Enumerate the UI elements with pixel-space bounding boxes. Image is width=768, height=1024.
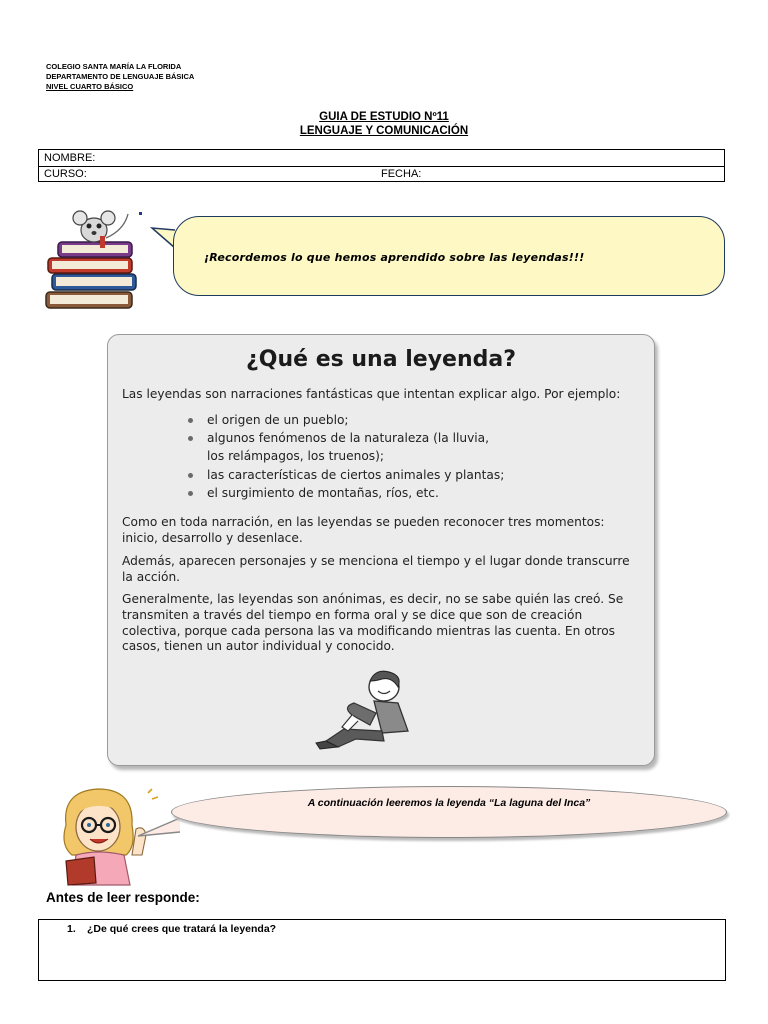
question-text: ¿De qué crees que tratará la leyenda? <box>87 923 277 935</box>
answer-box[interactable] <box>38 919 726 981</box>
boy-sitting-illustration <box>312 669 416 753</box>
department-name: DEPARTAMENTO DE LENGUAJE BÁSICA <box>46 72 195 81</box>
speech-bubble-bottom <box>171 786 727 838</box>
bullet-icon <box>188 436 193 441</box>
decorative-dot <box>139 212 142 215</box>
student-info-form <box>38 149 725 182</box>
list-item: el origen de un pueblo; <box>184 411 504 429</box>
name-label: NOMBRE: <box>44 152 96 164</box>
speech-bubble-top <box>173 216 725 296</box>
subject-title: LENGUAJE Y COMUNICACIÓN <box>299 125 469 137</box>
speech-bubble-bottom-text: A continuación leeremos la leyenda “La laguna del Inca” <box>307 797 591 809</box>
card-intro: Las leyendas son narraciones fantásticas que intentan explicar algo. Por ejemplo: <box>122 387 621 401</box>
card-title: ¿Qué es una leyenda? <box>246 347 516 372</box>
paragraph-moments: Como en toda narración, en las leyendas se pueden reconocer tres momentos: inicio, desarrollo y desenlace. <box>122 515 605 545</box>
examples-list <box>184 411 504 502</box>
list-item-continuation: los relámpagos, los truenos); <box>207 449 384 464</box>
list-item: las características de ciertos animales y plantas; <box>184 466 504 484</box>
level-name: NIVEL CUARTO BÁSICO <box>46 82 134 91</box>
name-row[interactable] <box>39 150 724 167</box>
section-heading: Antes de leer responde: <box>46 890 200 905</box>
paragraph-anonymous: Generalmente, las leyendas son anónimas, es decir, no se sabe quién las creó. Se transmiten a través del tiempo en forma oral y se dice que son de creación colectiva, porque cada persona las va modificando mientras las cuenta. En otros casos, tienen un autor individual y conocido. <box>122 592 624 654</box>
paragraph-characters: Además, aparecen personajes y se menciona el tiempo y el lugar donde transcurre la acción. <box>122 554 630 584</box>
question-item <box>67 923 276 935</box>
question-number: 1. <box>67 923 76 935</box>
list-item: algunos fenómenos de la naturaleza (la lluvia, <box>184 429 504 447</box>
school-name: COLEGIO SANTA MARÍA LA FLORIDA <box>46 62 182 71</box>
list-item: el surgimiento de montañas, ríos, etc. <box>184 484 504 502</box>
bullet-icon <box>188 491 193 496</box>
bullet-icon <box>188 473 193 478</box>
speech-bubble-top-text: ¡Recordemos lo que hemos aprendido sobre las leyendas!!! <box>204 251 585 264</box>
school-header <box>46 62 194 92</box>
course-row[interactable] <box>39 166 724 182</box>
bullet-icon <box>188 418 193 423</box>
legend-info-card <box>107 334 655 766</box>
mouse-books-illustration <box>42 208 154 318</box>
course-label: CURSO: <box>44 168 87 180</box>
guide-title: GUIA DE ESTUDIO Nº11 <box>319 111 449 123</box>
date-label: FECHA: <box>381 168 422 180</box>
